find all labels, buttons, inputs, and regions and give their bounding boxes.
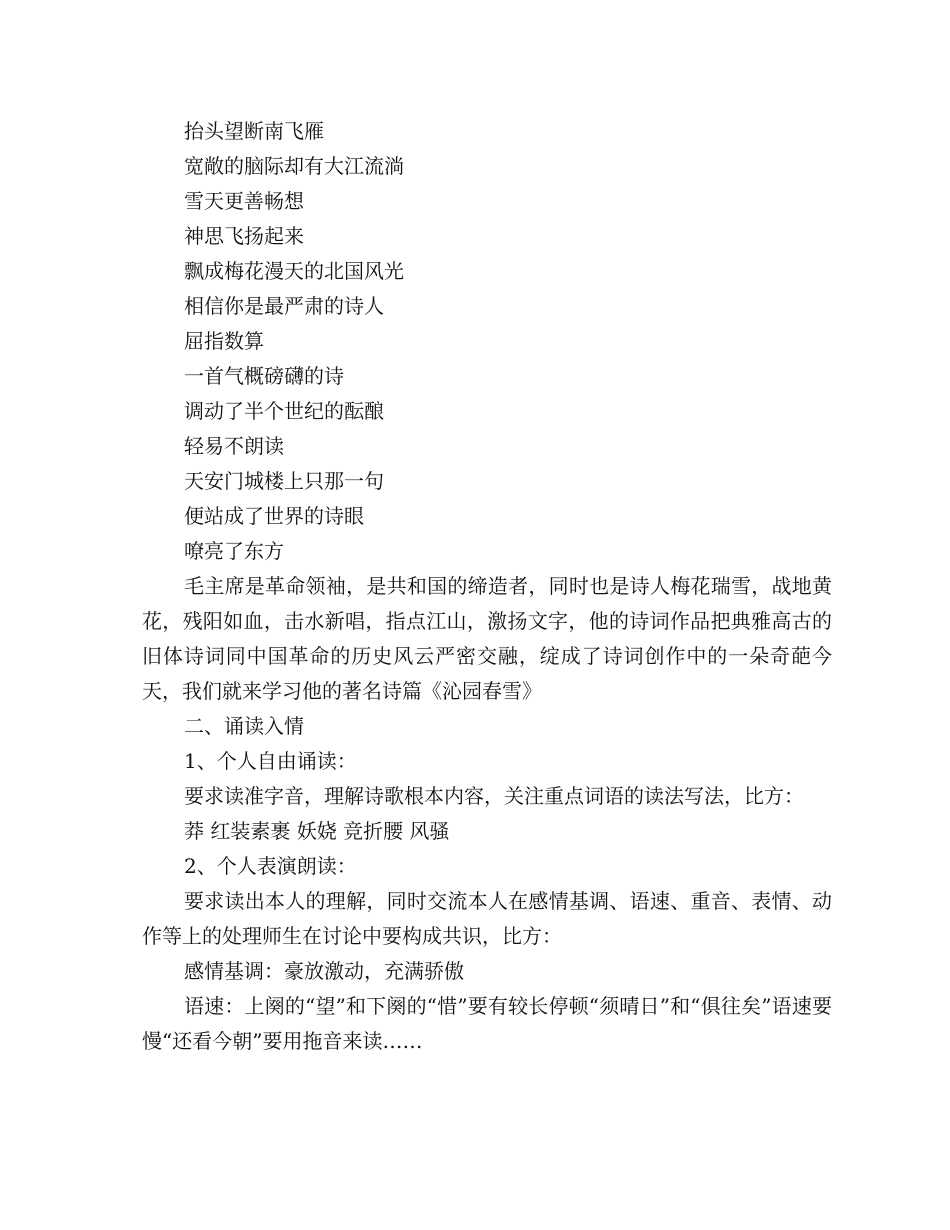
poem-line: 天安门城楼上只那一句 — [184, 469, 384, 493]
poem-line: 飘成梅花漫天的北国风光 — [184, 259, 404, 283]
poem-line: 神思飞扬起来 — [184, 224, 304, 248]
document-page — [142, 114, 832, 1059]
step-two-requirement: 要求读出本人的理解，同时交流本人在感情基调、语速、重音、表情、动作等上的处理师生在讨论中要构成共识，比方： — [142, 889, 832, 948]
poem-line: 调动了半个世纪的酝酿 — [184, 399, 384, 423]
poem-line: 宽敞的脑际却有大江流淌 — [184, 154, 404, 178]
step-one-requirement: 要求读准字音，理解诗歌根本内容，关注重点词语的读法写法，比方： — [184, 784, 804, 808]
key-words: 莽 红装素裹 妖娆 竞折腰 风骚 — [184, 819, 450, 843]
poem-line: 屈指数算 — [184, 329, 264, 353]
speed-note: 语速：上阕的“望”和下阕的“惜”要有较长停顿“须晴日”和“俱往矣”语速要慢“还看今朝”要用拖音来读…… — [142, 994, 832, 1053]
poem-line: 相信你是最严肃的诗人 — [184, 294, 384, 318]
poem-line: 便站成了世界的诗眼 — [184, 504, 364, 528]
emotional-tone: 感情基调：豪放激动，充满骄傲 — [184, 959, 464, 983]
poem-line: 抬头望断南飞雁 — [184, 119, 324, 143]
step-one-heading: 1、个人自由诵读： — [184, 749, 357, 773]
poem-line: 轻易不朗读 — [184, 434, 284, 458]
poem-line: 嘹亮了东方 — [184, 539, 284, 563]
poem-block — [142, 114, 832, 569]
poem-line: 一首气概磅礴的诗 — [184, 364, 344, 388]
intro-paragraph: 毛主席是革命领袖，是共和国的缔造者，同时也是诗人梅花瑞雪，战地黄花，残阳如血，击水新唱，指点江山，激扬文字，他的诗词作品把典雅高古的旧体诗词同中国革命的历史风云严密交融，绽成了诗词创作中的一朵奇葩今天，我们就来学习他的著名诗篇《沁园春雪》 — [142, 574, 832, 703]
poem-line: 雪天更善畅想 — [184, 189, 304, 213]
step-two-heading: 2、个人表演朗读： — [184, 854, 357, 878]
section-two-heading: 二、诵读入情 — [184, 714, 304, 738]
